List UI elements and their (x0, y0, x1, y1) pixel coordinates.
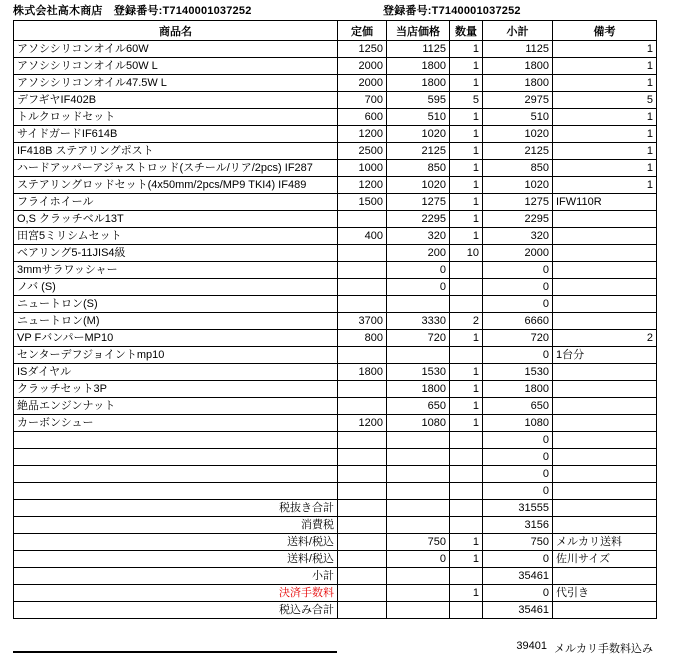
cell-store-price (387, 432, 450, 449)
cell-store-price: 1020 (387, 177, 450, 194)
cell-list-price: 1200 (338, 415, 387, 432)
table-header-row (14, 21, 657, 41)
cell-list-price: 1500 (338, 194, 387, 211)
cell-remarks (553, 415, 657, 432)
cell-product-name: ニュートロン(M) (14, 313, 338, 330)
table-row (14, 160, 657, 177)
cell-list-price (338, 602, 387, 619)
table-row (14, 177, 657, 194)
cell-product-name (14, 449, 338, 466)
cell-subtotal: 1080 (483, 415, 553, 432)
cell-list-price: 800 (338, 330, 387, 347)
cell-product-name: ノバ (S) (14, 279, 338, 296)
cell-quantity (450, 500, 483, 517)
cell-product-name: 小計 (14, 568, 338, 585)
table-row (14, 364, 657, 381)
cell-list-price (338, 432, 387, 449)
cell-list-price: 1000 (338, 160, 387, 177)
cell-quantity: 1 (450, 415, 483, 432)
cell-list-price: 3700 (338, 313, 387, 330)
cell-store-price (387, 500, 450, 517)
cell-quantity: 1 (450, 75, 483, 92)
table-row (14, 415, 657, 432)
cell-quantity (450, 296, 483, 313)
cell-store-price: 650 (387, 398, 450, 415)
cell-quantity (450, 602, 483, 619)
cell-remarks: 1 (553, 75, 657, 92)
cell-quantity: 1 (450, 551, 483, 568)
cell-product-name: 送料/税込 (14, 551, 338, 568)
cell-subtotal: 1530 (483, 364, 553, 381)
cell-subtotal: 720 (483, 330, 553, 347)
cell-product-name: カーボンシュー (14, 415, 338, 432)
cell-product-name: アソシシリコンオイル47.5W L (14, 75, 338, 92)
cell-quantity: 5 (450, 92, 483, 109)
cell-quantity: 1 (450, 41, 483, 58)
cell-remarks: 1 (553, 58, 657, 75)
cell-list-price (338, 398, 387, 415)
cell-product-name (14, 483, 338, 500)
cell-list-price (338, 534, 387, 551)
cell-quantity: 1 (450, 143, 483, 160)
cell-store-price: 3330 (387, 313, 450, 330)
cell-list-price (338, 483, 387, 500)
cell-remarks: 1台分 (553, 347, 657, 364)
cell-store-price: 2295 (387, 211, 450, 228)
cell-remarks: 1 (553, 126, 657, 143)
cell-quantity (450, 279, 483, 296)
cell-product-name: フライホイール (14, 194, 338, 211)
cell-store-price (387, 517, 450, 534)
cell-store-price (387, 568, 450, 585)
cell-store-price (387, 347, 450, 364)
cell-list-price (338, 568, 387, 585)
cell-product-name: ベアリング5-11JIS4級 (14, 245, 338, 262)
cell-product-name: 絶品エンジンナット (14, 398, 338, 415)
cell-list-price (338, 585, 387, 602)
cell-store-price (387, 585, 450, 602)
cell-subtotal: 0 (483, 466, 553, 483)
table-row (14, 92, 657, 109)
cell-store-price: 595 (387, 92, 450, 109)
cell-remarks (553, 602, 657, 619)
items-tbody (14, 41, 657, 619)
price-sheet-table (13, 20, 657, 619)
cell-product-name: ニュートロン(S) (14, 296, 338, 313)
cell-quantity: 1 (450, 160, 483, 177)
cell-quantity: 1 (450, 381, 483, 398)
column-header-product-name: 商品名 (14, 21, 338, 41)
table-row (14, 517, 657, 534)
cell-store-price: 850 (387, 160, 450, 177)
cell-subtotal: 1020 (483, 126, 553, 143)
cell-remarks (553, 381, 657, 398)
cell-subtotal: 2125 (483, 143, 553, 160)
cell-remarks (553, 466, 657, 483)
table-row (14, 296, 657, 313)
cell-list-price: 700 (338, 92, 387, 109)
cell-quantity: 1 (450, 330, 483, 347)
table-row (14, 126, 657, 143)
cell-subtotal: 510 (483, 109, 553, 126)
cell-product-name: VP FバンパーMP10 (14, 330, 338, 347)
table-row (14, 245, 657, 262)
cell-subtotal: 750 (483, 534, 553, 551)
cell-subtotal: 1125 (483, 41, 553, 58)
table-row (14, 602, 657, 619)
cell-quantity (450, 517, 483, 534)
cell-list-price: 2000 (338, 58, 387, 75)
cell-remarks: 佐川サイズ (553, 551, 657, 568)
cell-list-price (338, 449, 387, 466)
cell-store-price: 1800 (387, 75, 450, 92)
cell-quantity: 1 (450, 211, 483, 228)
cell-product-name: ステアリングロッドセット(4x50mm/2pcs/MP9 TKI4) IF489 (14, 177, 338, 194)
table-row (14, 585, 657, 602)
cell-subtotal: 0 (483, 347, 553, 364)
cell-store-price: 0 (387, 279, 450, 296)
cell-quantity: 1 (450, 364, 483, 381)
cell-store-price: 200 (387, 245, 450, 262)
cell-quantity: 1 (450, 58, 483, 75)
cell-subtotal: 0 (483, 449, 553, 466)
cell-subtotal: 1800 (483, 75, 553, 92)
table-row (14, 330, 657, 347)
cell-product-name: アソシシリコンオイル50W L (14, 58, 338, 75)
cell-list-price (338, 211, 387, 228)
cell-product-name: サイドガードIF614B (14, 126, 338, 143)
cell-product-name: アソシシリコンオイル60W (14, 41, 338, 58)
cell-remarks (553, 313, 657, 330)
cell-product-name: 消費税 (14, 517, 338, 534)
cell-subtotal: 35461 (483, 602, 553, 619)
cell-subtotal: 850 (483, 160, 553, 177)
cell-list-price (338, 500, 387, 517)
table-row (14, 347, 657, 364)
cell-product-name: 送料/税込 (14, 534, 338, 551)
cell-list-price (338, 245, 387, 262)
cell-list-price (338, 347, 387, 364)
cell-remarks (553, 245, 657, 262)
cell-product-name: デフギヤIF402B (14, 92, 338, 109)
cell-remarks: 代引き (553, 585, 657, 602)
cell-subtotal: 1800 (483, 58, 553, 75)
cell-quantity: 1 (450, 398, 483, 415)
cell-store-price: 1275 (387, 194, 450, 211)
cell-remarks (553, 500, 657, 517)
cell-quantity: 1 (450, 228, 483, 245)
cell-store-price: 0 (387, 262, 450, 279)
table-row (14, 211, 657, 228)
cell-list-price: 2000 (338, 75, 387, 92)
cell-store-price: 1080 (387, 415, 450, 432)
cell-subtotal: 1020 (483, 177, 553, 194)
cell-store-price: 510 (387, 109, 450, 126)
cell-product-name: IF418B ステアリングポスト (14, 143, 338, 160)
cell-quantity: 1 (450, 194, 483, 211)
cell-quantity (450, 483, 483, 500)
table-row (14, 432, 657, 449)
cell-store-price: 720 (387, 330, 450, 347)
table-row (14, 279, 657, 296)
cell-store-price: 1125 (387, 41, 450, 58)
cell-remarks (553, 449, 657, 466)
cell-store-price (387, 449, 450, 466)
cell-list-price: 1200 (338, 177, 387, 194)
grand-total-with-fee-label: メルカリ手数料込み (554, 643, 653, 655)
cell-quantity (450, 262, 483, 279)
cell-quantity: 1 (450, 109, 483, 126)
table-row (14, 500, 657, 517)
cell-subtotal: 0 (483, 296, 553, 313)
cell-store-price (387, 483, 450, 500)
cell-subtotal: 320 (483, 228, 553, 245)
cell-store-price: 1530 (387, 364, 450, 381)
cell-subtotal: 3156 (483, 517, 553, 534)
cell-remarks (553, 517, 657, 534)
cell-quantity: 1 (450, 534, 483, 551)
column-header-quantity: 数量 (450, 21, 483, 41)
table-row (14, 466, 657, 483)
cell-store-price (387, 602, 450, 619)
table-row (14, 262, 657, 279)
cell-product-name (14, 432, 338, 449)
cell-store-price: 1800 (387, 381, 450, 398)
next-section-top-border (13, 651, 337, 653)
column-header-store-price: 当店価格 (387, 21, 450, 41)
column-header-remarks: 備考 (553, 21, 657, 41)
cell-subtotal: 0 (483, 432, 553, 449)
cell-subtotal: 2000 (483, 245, 553, 262)
cell-remarks: メルカリ送料 (553, 534, 657, 551)
cell-product-name: ISダイヤル (14, 364, 338, 381)
cell-quantity: 2 (450, 313, 483, 330)
table-row (14, 551, 657, 568)
cell-list-price: 2500 (338, 143, 387, 160)
table-row (14, 194, 657, 211)
cell-product-name: クラッチセット3P (14, 381, 338, 398)
cell-remarks: 1 (553, 41, 657, 58)
table-row (14, 534, 657, 551)
table-row (14, 143, 657, 160)
cell-list-price: 1250 (338, 41, 387, 58)
cell-list-price (338, 262, 387, 279)
cell-subtotal: 31555 (483, 500, 553, 517)
cell-quantity: 10 (450, 245, 483, 262)
cell-remarks: 2 (553, 330, 657, 347)
cell-remarks (553, 279, 657, 296)
cell-remarks: IFW110R (553, 194, 657, 211)
table-row (14, 449, 657, 466)
cell-product-name: センターデフジョイントmp10 (14, 347, 338, 364)
cell-quantity (450, 466, 483, 483)
cell-product-name: 3mmサラワッシャー (14, 262, 338, 279)
cell-quantity (450, 568, 483, 585)
cell-remarks (553, 398, 657, 415)
cell-product-name: 田宮5ミリシムセット (14, 228, 338, 245)
cell-product-name: 税込み合計 (14, 602, 338, 619)
cell-list-price (338, 517, 387, 534)
cell-product-name (14, 466, 338, 483)
cell-subtotal: 650 (483, 398, 553, 415)
table-row (14, 75, 657, 92)
table-row (14, 228, 657, 245)
registration-number-header: 登録番号:T7140001037252 (383, 5, 521, 17)
cell-remarks: 1 (553, 109, 657, 126)
cell-list-price: 600 (338, 109, 387, 126)
table-row (14, 58, 657, 75)
cell-list-price (338, 466, 387, 483)
cell-remarks (553, 432, 657, 449)
cell-remarks (553, 228, 657, 245)
cell-list-price (338, 296, 387, 313)
cell-product-name: ハードアッパーアジャストロッド(スチール/リア/2pcs) IF287 (14, 160, 338, 177)
cell-remarks (553, 211, 657, 228)
cell-remarks: 1 (553, 160, 657, 177)
cell-remarks (553, 568, 657, 585)
cell-store-price: 320 (387, 228, 450, 245)
cell-quantity (450, 432, 483, 449)
grand-total-with-fee: 39401 (516, 640, 547, 652)
cell-list-price: 400 (338, 228, 387, 245)
cell-list-price: 1800 (338, 364, 387, 381)
cell-store-price (387, 466, 450, 483)
table-row (14, 109, 657, 126)
cell-subtotal: 0 (483, 551, 553, 568)
cell-store-price: 1800 (387, 58, 450, 75)
cell-remarks: 1 (553, 143, 657, 160)
cell-quantity: 1 (450, 585, 483, 602)
cell-remarks: 5 (553, 92, 657, 109)
cell-subtotal: 0 (483, 279, 553, 296)
cell-subtotal: 0 (483, 262, 553, 279)
cell-subtotal: 0 (483, 483, 553, 500)
cell-list-price (338, 381, 387, 398)
cell-product-name: 決済手数料 (14, 585, 338, 602)
cell-subtotal: 35461 (483, 568, 553, 585)
cell-quantity: 1 (450, 126, 483, 143)
cell-remarks (553, 364, 657, 381)
table-row (14, 568, 657, 585)
cell-quantity (450, 347, 483, 364)
table-row (14, 313, 657, 330)
cell-store-price: 0 (387, 551, 450, 568)
cell-product-name: トルクロッドセット (14, 109, 338, 126)
cell-remarks (553, 483, 657, 500)
cell-store-price (387, 296, 450, 313)
cell-remarks (553, 296, 657, 313)
cell-list-price (338, 279, 387, 296)
cell-store-price: 1020 (387, 126, 450, 143)
cell-subtotal: 6660 (483, 313, 553, 330)
cell-product-name: 税抜き合計 (14, 500, 338, 517)
cell-subtotal: 1275 (483, 194, 553, 211)
cell-subtotal: 0 (483, 585, 553, 602)
cell-list-price (338, 551, 387, 568)
cell-list-price: 1200 (338, 126, 387, 143)
cell-remarks: 1 (553, 177, 657, 194)
column-header-list-price: 定価 (338, 21, 387, 41)
table-row (14, 483, 657, 500)
cell-subtotal: 2295 (483, 211, 553, 228)
company-registration-header: 株式会社高木商店 登録番号:T7140001037252 (13, 5, 252, 17)
cell-quantity (450, 449, 483, 466)
cell-subtotal: 2975 (483, 92, 553, 109)
table-row (14, 41, 657, 58)
cell-store-price: 750 (387, 534, 450, 551)
cell-subtotal: 1800 (483, 381, 553, 398)
column-header-subtotal: 小計 (483, 21, 553, 41)
table-row (14, 398, 657, 415)
cell-store-price: 2125 (387, 143, 450, 160)
cell-quantity: 1 (450, 177, 483, 194)
table-row (14, 381, 657, 398)
cell-product-name: O,S クラッチベル13T (14, 211, 338, 228)
cell-remarks (553, 262, 657, 279)
